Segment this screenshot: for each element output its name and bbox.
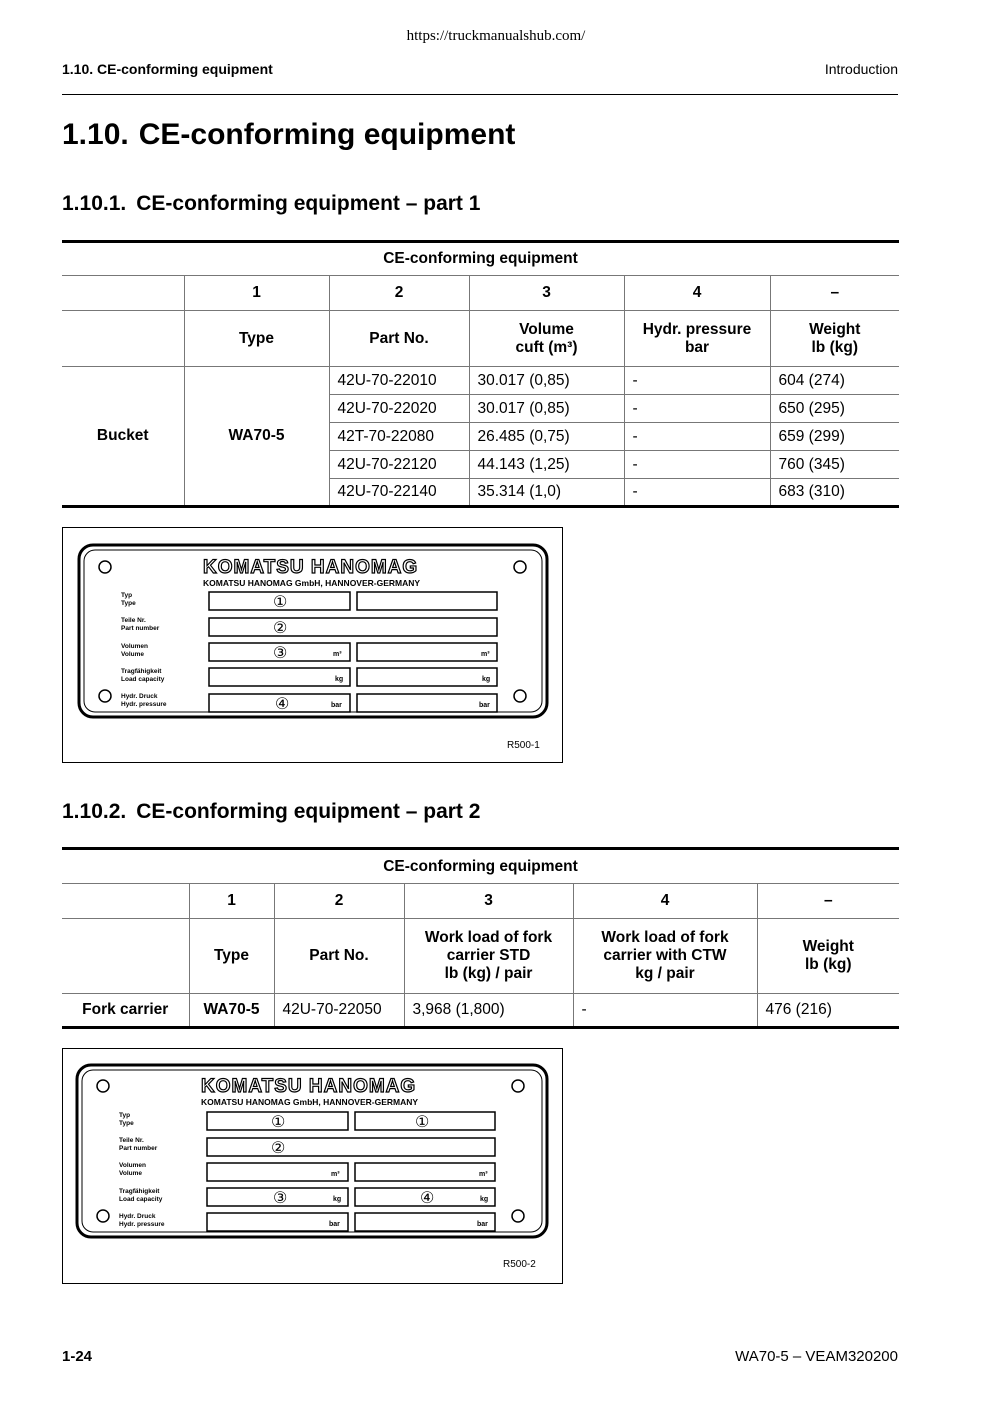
table-2-blank xyxy=(62,884,189,919)
plate-brand: KOMATSU HANOMAG xyxy=(201,1076,417,1097)
category-bucket: Bucket xyxy=(62,367,184,507)
table-row xyxy=(62,367,899,395)
weight-cell: 604 (274) xyxy=(770,367,899,395)
work-load-std-cell: 3,968 (1,800) xyxy=(404,994,573,1028)
unit-volume-left: m³ xyxy=(333,651,342,658)
page-number: 1-24 xyxy=(62,1348,93,1365)
label-hydr-druck: Hydr. Druck xyxy=(119,1213,156,1220)
field-volume-right xyxy=(357,643,497,661)
category-fork-carrier: Fork carrier xyxy=(62,994,189,1028)
unit-volume-left: m³ xyxy=(331,1171,340,1178)
part-no-cell: 42U-70-22020 xyxy=(329,395,469,423)
rivet-hole-icon xyxy=(99,690,111,702)
label-hydr-pressure: Hydr. pressure xyxy=(119,1221,165,1228)
unit-load-right: kg xyxy=(482,676,491,683)
section-1-title: CE-conforming equipment – part 1 xyxy=(136,192,481,215)
label-tragfaehigkeit: Tragfähigkeit xyxy=(121,668,162,675)
field-load-left xyxy=(209,668,350,686)
figure-reference: R500-2 xyxy=(503,1259,536,1270)
field-volume-left xyxy=(207,1163,348,1181)
running-header-section: 1.10. CE-conforming equipment xyxy=(62,61,273,77)
label-teile-nr: Teile Nr. xyxy=(119,1137,144,1144)
field-load-right xyxy=(357,668,497,686)
work-load-ctw-cell: - xyxy=(573,994,757,1028)
weight-cell: 659 (299) xyxy=(770,423,899,451)
page-title-number: 1.10. xyxy=(62,118,129,151)
rivet-hole-icon xyxy=(97,1210,109,1222)
volume-cell: 35.314 (1,0) xyxy=(469,479,624,507)
col-header-weight: Weight lb (kg) xyxy=(770,311,899,367)
field-pressure-left xyxy=(207,1213,348,1231)
col-number: 4 xyxy=(573,884,757,919)
equipment-table-1 xyxy=(62,240,899,508)
label-volumen: Volumen xyxy=(121,643,148,650)
col-number: – xyxy=(757,884,899,919)
section-2-title: CE-conforming equipment – part 2 xyxy=(136,800,481,823)
label-hydr-druck: Hydr. Druck xyxy=(121,693,158,700)
field-volume-right xyxy=(355,1163,495,1181)
col-number: 4 xyxy=(624,276,770,311)
section-2-heading xyxy=(62,800,480,824)
marker-2: ② xyxy=(273,620,288,637)
unit-pressure-left: bar xyxy=(329,1221,340,1228)
col-header-work-load-ctw: Work load of fork carrier with CTW kg / pair xyxy=(573,919,757,994)
page-title-text: CE-conforming equipment xyxy=(138,118,516,151)
unit-pressure-left: bar xyxy=(331,702,342,709)
label-hydr-pressure: Hydr. pressure xyxy=(121,701,167,708)
rivet-hole-icon xyxy=(512,1080,524,1092)
weight-cell: 650 (295) xyxy=(770,395,899,423)
marker-1-right: ① xyxy=(415,1114,430,1131)
source-url[interactable]: https://truckmanualshub.com/ xyxy=(406,28,586,44)
label-part-number: Part number xyxy=(119,1145,158,1152)
table-1-caption: CE-conforming equipment xyxy=(62,242,899,276)
figure-reference: R500-1 xyxy=(507,740,540,751)
header-rule xyxy=(62,94,898,95)
label-load-capacity: Load capacity xyxy=(121,676,165,683)
col-number: 3 xyxy=(469,276,624,311)
nameplate-figure-2 xyxy=(62,1048,563,1284)
marker-3: ③ xyxy=(273,645,288,662)
col-header-part-no: Part No. xyxy=(274,919,404,994)
type-cell: WA70-5 xyxy=(184,367,329,507)
running-header-chapter: Introduction xyxy=(824,61,898,77)
marker-1-left: ① xyxy=(271,1114,286,1131)
table-1-blank xyxy=(62,311,184,367)
label-type: Type xyxy=(121,600,136,607)
marker-3: ③ xyxy=(273,1190,288,1207)
nameplate-drawing-1 xyxy=(63,528,562,762)
part-no-cell: 42T-70-22080 xyxy=(329,423,469,451)
unit-pressure-right: bar xyxy=(477,1221,488,1228)
weight-cell: 683 (310) xyxy=(770,479,899,507)
table-row xyxy=(62,994,899,1028)
field-part-number xyxy=(207,1138,495,1156)
section-2-number: 1.10.2. xyxy=(62,800,127,823)
part-no-cell: 42U-70-22140 xyxy=(329,479,469,507)
part-no-cell: 42U-70-22010 xyxy=(329,367,469,395)
label-typ: Typ xyxy=(119,1112,131,1119)
field-part-number xyxy=(209,618,497,636)
marker-4: ④ xyxy=(420,1190,435,1207)
pressure-cell: - xyxy=(624,395,770,423)
plate-brand: KOMATSU HANOMAG xyxy=(203,557,419,578)
col-number: – xyxy=(770,276,899,311)
label-load-capacity: Load capacity xyxy=(119,1196,163,1203)
weight-cell: 476 (216) xyxy=(757,994,899,1028)
col-header-type: Type xyxy=(189,919,274,994)
nameplate-figure-1 xyxy=(62,527,563,763)
table-2-caption: CE-conforming equipment xyxy=(62,849,899,884)
label-part-number: Part number xyxy=(121,625,160,632)
pressure-cell: - xyxy=(624,367,770,395)
field-pressure-right xyxy=(357,694,497,712)
label-teile-nr: Teile Nr. xyxy=(121,617,146,624)
volume-cell: 26.485 (0,75) xyxy=(469,423,624,451)
unit-pressure-right: bar xyxy=(479,702,490,709)
label-type: Type xyxy=(119,1120,134,1127)
pressure-cell: - xyxy=(624,479,770,507)
weight-cell: 760 (345) xyxy=(770,451,899,479)
rivet-hole-icon xyxy=(512,1210,524,1222)
volume-cell: 30.017 (0,85) xyxy=(469,367,624,395)
nameplate-drawing-2 xyxy=(63,1049,562,1283)
plate-company: KOMATSU HANOMAG GmbH, HANNOVER-GERMANY xyxy=(203,578,421,588)
marker-1: ① xyxy=(273,594,288,611)
rivet-hole-icon xyxy=(514,690,526,702)
label-typ: Typ xyxy=(121,592,133,599)
table-2-blank xyxy=(62,919,189,994)
unit-load-right: kg xyxy=(480,1196,489,1203)
unit-load-left: kg xyxy=(335,676,344,683)
volume-cell: 30.017 (0,85) xyxy=(469,395,624,423)
document-id: WA70-5 – VEAM320200 xyxy=(735,1348,898,1365)
label-volume: Volume xyxy=(121,651,144,658)
col-header-part-no: Part No. xyxy=(329,311,469,367)
unit-load-left: kg xyxy=(333,1196,342,1203)
volume-cell: 44.143 (1,25) xyxy=(469,451,624,479)
col-number: 1 xyxy=(184,276,329,311)
label-tragfaehigkeit: Tragfähigkeit xyxy=(119,1188,160,1195)
section-1-number: 1.10.1. xyxy=(62,192,127,215)
part-no-cell: 42U-70-22120 xyxy=(329,451,469,479)
marker-2: ② xyxy=(271,1140,286,1157)
col-header-hydr-pressure: Hydr. pressure bar xyxy=(624,311,770,367)
field-type-right xyxy=(357,592,497,610)
label-volumen: Volumen xyxy=(119,1162,146,1169)
col-number: 2 xyxy=(329,276,469,311)
pressure-cell: - xyxy=(624,451,770,479)
marker-4: ④ xyxy=(275,696,290,713)
rivet-hole-icon xyxy=(99,561,111,573)
col-number: 3 xyxy=(404,884,573,919)
col-header-volume: Volume cuft (m³) xyxy=(469,311,624,367)
field-pressure-right xyxy=(355,1213,495,1231)
equipment-table-2 xyxy=(62,847,899,1029)
pressure-cell: - xyxy=(624,423,770,451)
rivet-hole-icon xyxy=(514,561,526,573)
section-1-heading xyxy=(62,192,480,216)
col-header-work-load-std: Work load of fork carrier STD lb (kg) / pair xyxy=(404,919,573,994)
col-number: 1 xyxy=(189,884,274,919)
col-number: 2 xyxy=(274,884,404,919)
unit-volume-right: m³ xyxy=(479,1171,488,1178)
unit-volume-right: m³ xyxy=(481,651,490,658)
col-header-type: Type xyxy=(184,311,329,367)
table-1-blank xyxy=(62,276,184,311)
type-cell: WA70-5 xyxy=(189,994,274,1028)
label-volume: Volume xyxy=(119,1170,142,1177)
part-no-cell: 42U-70-22050 xyxy=(274,994,404,1028)
col-header-weight: Weight lb (kg) xyxy=(757,919,899,994)
plate-company: KOMATSU HANOMAG GmbH, HANNOVER-GERMANY xyxy=(201,1097,419,1107)
rivet-hole-icon xyxy=(97,1080,109,1092)
page-title xyxy=(62,118,515,152)
